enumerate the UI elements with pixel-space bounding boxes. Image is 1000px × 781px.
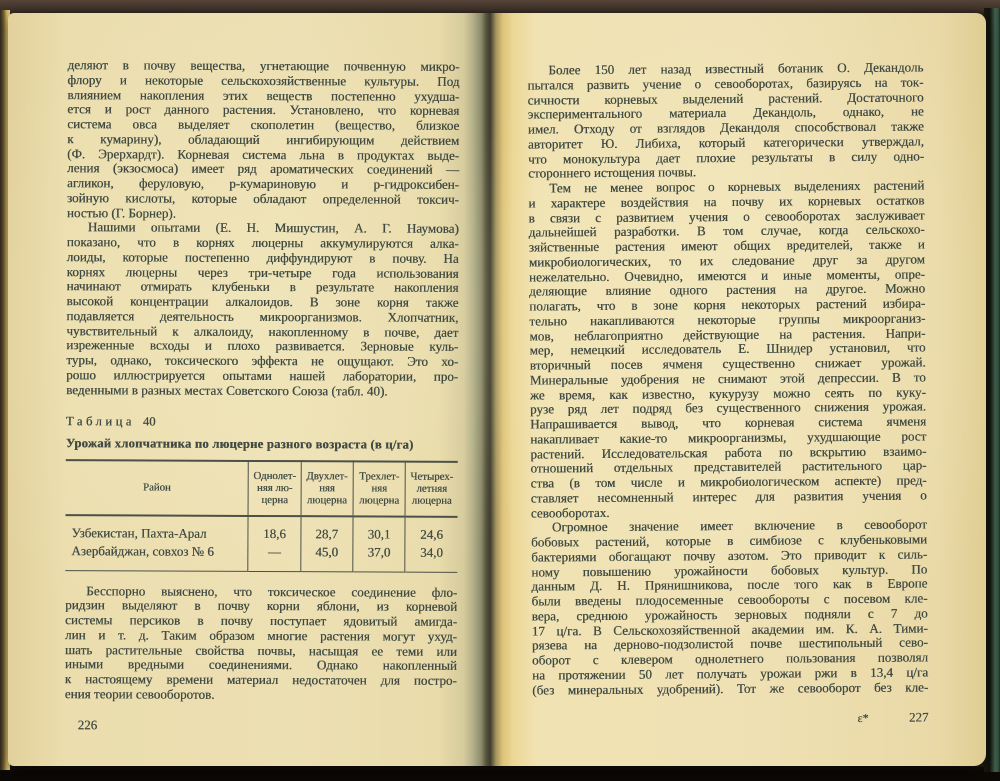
text-line: Более 150 лет назад известный ботаник О. Декандоль — [548, 59, 924, 78]
text-line: высокой концентрации алкалоидов. В зоне корня также — [66, 293, 459, 310]
book-cover-right-edge — [984, 8, 1000, 772]
text-line: дальнейшей разработки. В том случае, когда сельскохо- — [528, 221, 925, 240]
region-cell: Азербайджан, совхоз № 6 — [71, 543, 214, 559]
text-line: подавляется деятельность микроорганизмов. Хлопчатник, — [66, 307, 459, 325]
text-line: оборот с клевером однолетнего пользования позволял — [531, 649, 929, 668]
text-line: деляющие влияние одного растения на другое. Можно — [529, 280, 926, 299]
text-line: флору и некоторые сельскохозяйственные культуры. Под — [67, 71, 460, 89]
col-header-region: Район — [66, 460, 249, 516]
paragraph — [65, 584, 458, 704]
page-number-left: 226 — [77, 717, 98, 733]
value-cell: 34,0 — [405, 544, 457, 572]
col-header: Двухлет- няя люцерна — [301, 461, 354, 516]
text-line: мер, немецкий исследователь Е. Шнидер установил, что — [529, 339, 926, 358]
value-cell: — — [248, 543, 300, 571]
text-line: растений. Исследовательская работа по вскрытию взаимо- — [530, 442, 927, 462]
text-line: вера, среднюю урожайность зерновых подняли с 7 до — [531, 605, 928, 624]
text-line: отношений отдельных представителей растительного цар- — [530, 457, 927, 476]
text-line: мов, неблагоприятно действующие на растения. Напри- — [529, 324, 926, 344]
text-line: влиянием накопления этих веществ постепенно ухудша- — [67, 86, 460, 104]
text-line: Тем не менее вопрос о корневых выделениях растений — [549, 177, 925, 196]
text-line: накапливает какие-то микроорганизмы, ухудшающие рост — [530, 428, 927, 447]
table-label-number: 40 — [142, 414, 156, 429]
text-line: ному повышению урожайности бобовых культур. По — [531, 560, 928, 580]
text-line: Огромное значение имеет включение в севооборот — [551, 516, 927, 535]
value-cell: 24,6 — [405, 516, 457, 544]
text-line: веденными в разных местах Советского Союза (табл. 40). — [66, 381, 388, 399]
text-line: деляют в почву вещества, угнетающие почвенную микро- — [67, 57, 460, 74]
text-line: же время, как известно, кукурузу можно сеять по куку- — [529, 383, 926, 403]
page-number-right: 227 — [908, 709, 929, 725]
text-line: тельно накапливаются некоторые группы микроорганиз- — [529, 310, 926, 329]
text-line: данным Д. Н. Прянишникова, после того как в Европе — [531, 575, 928, 594]
text-line: нежелательно. Очевидно, имеются и иные моменты, опре- — [528, 265, 926, 285]
text-line: показано, что в корнях люцерны аккумулируются алка- — [66, 234, 459, 251]
table-label-word: Таблица — [65, 414, 135, 429]
text-line: ридзин выделяют в почву корни яблони, из корневой — [65, 597, 458, 615]
open-book-spread — [8, 13, 986, 766]
text-line: чувствительный к алкалоиду, накопленному в почве, дает — [66, 322, 459, 340]
table-row — [65, 515, 457, 544]
text-line: начинают отмирать клубеньки в результате накопления — [66, 278, 459, 296]
paragraph — [66, 220, 459, 399]
text-line: ставляет несомненный интерес для развития учения о — [530, 487, 927, 506]
text-line: иными вредными соединениями. Однако накопленный — [64, 656, 457, 674]
text-line: стороннего истощения почвы. — [528, 164, 697, 181]
text-line: полагать, что в зоне корня некоторых растений избира- — [529, 295, 926, 314]
right-page-text — [527, 60, 928, 697]
text-line: система овса выделяет скополетин (вещество, близкое — [67, 116, 460, 133]
col-header: Трехлет- няя люцерна — [353, 461, 406, 516]
value-cell: 30,1 — [353, 516, 405, 544]
left-page-top-text — [66, 58, 459, 399]
text-line: агликон, феруловую, р-кумариновую и р-гидроксибен- — [66, 175, 460, 192]
text-line: ления (экзосмоса) имеет ряд ароматических соединений — — [67, 160, 460, 178]
region-cell: Узбекистан, Пахта-Арал — [71, 524, 207, 541]
text-line: к настоящему времени материал недостаточен для постро- — [64, 671, 457, 688]
text-line: изреженные всходы и плохо развивается. Зерновые куль- — [66, 337, 459, 355]
text-line: в связи с развитием учения о севооборотах заслуживает — [528, 206, 925, 226]
text-line: Нашими опытами (Е. Н. Мишустин, А. Г. Наумова) — [87, 219, 459, 237]
text-line: ения теории севооборотов. — [64, 686, 215, 702]
text-line: туры, однако, токсического эффекта не ощущают. Это хо- — [66, 352, 459, 369]
text-line: вторичный посев ячменя существенно снижает урожай. — [529, 354, 926, 373]
text-line: бобовых растений, которые в симбиозе с клубеньковыми — [530, 531, 928, 550]
left-page — [64, 58, 459, 760]
text-line: экспериментального материала Декандоль, однако, не — [527, 103, 924, 122]
table-caption: Урожай хлопчатника по люцерне разного возраста (в ц/га) — [65, 436, 414, 452]
text-line: корнях люцерны через три-четыре года использования — [66, 263, 459, 281]
text-line: ется и рост данного растения. Установлено, что корневая — [67, 101, 460, 119]
text-line: были введены плодосеменные севообороты с посевом кле- — [531, 590, 928, 609]
signature-mark: ε* — [857, 710, 869, 725]
cotton-yield-table — [65, 459, 457, 573]
text-line: что монокультура дает плохие результаты в силу одно- — [527, 147, 925, 167]
text-line: Минеральные удобрения не снимают этой депрессии. В то — [529, 369, 926, 388]
paragraph — [67, 58, 460, 222]
text-line: пытался развить учение о севооборотах, базируясь на ток- — [527, 74, 924, 93]
text-line: Бесспорно выяснено, что токсическое соединение фло- — [86, 582, 458, 600]
col-header: Четырех- летняя люцерна — [405, 461, 458, 516]
table-row — [65, 542, 457, 572]
value-cell: 18,6 — [248, 516, 300, 544]
paragraph — [528, 178, 927, 520]
left-page-bottom-text — [65, 584, 458, 704]
text-line: ностью (Г. Борнер). — [66, 204, 176, 221]
text-line: лоиды, которые постепенно диффундируют в почву. На — [66, 248, 459, 266]
paragraph — [531, 518, 928, 698]
text-line: микробиологических, то их следование друг за другом — [528, 251, 925, 270]
text-line: зойную кислоты, которые обладают определенной токсич- — [66, 189, 459, 207]
value-cell: 28,7 — [301, 516, 353, 544]
value-cell: 45,0 — [300, 543, 352, 571]
text-line: на протяжении 50 лет получать урожаи ржи в 13,4 ц/га — [532, 664, 929, 683]
text-line: зяйственные растения имеют общих вредителей, также и — [528, 236, 925, 255]
text-line: системы персиков в почву поступает ядовитый амигда- — [65, 612, 458, 629]
text-line: севооборотах. — [530, 504, 610, 521]
text-line: лин и т. д. Таким образом многие растения могут ухуд- — [64, 627, 458, 644]
text-line: рошо иллюстрируется опытами нашей лаборатории, про- — [66, 366, 459, 384]
text-line: к кумарину), обладающий ингибирующим действием — [67, 130, 460, 148]
text-line: шать растительные свойства почвы, насыщая ее теми или — [64, 641, 457, 659]
text-line: рузе ряд лет подряд без существенного снижения урожая. — [529, 398, 927, 417]
text-line: рязева на дерново-подзолистой почве шестипольный сево- — [531, 634, 928, 653]
col-header: Однолет- няя лю- церна — [248, 461, 301, 516]
text-line: 17 ц/га. В Сельскохозяйственной академии им. К. А. Тими- — [531, 619, 928, 639]
right-page-footer — [532, 710, 928, 729]
text-line: (без минеральных удобрений). Тот же севооборот без кле- — [532, 678, 929, 698]
text-line: (Ф. Эрерхардт). Корневая система льна в продуктах выде- — [67, 145, 460, 163]
table-label — [66, 414, 458, 430]
text-line: ства (в том числе и микробиологическом аспекте) пред- — [530, 472, 927, 491]
text-line: имел. Отходу от взглядов Декандоля способствовал также — [527, 118, 924, 137]
text-line: Напрашивается вывод, что корневая система ячменя — [530, 413, 927, 432]
text-line: сичности корневых выделений растений. Достаточного — [527, 88, 924, 108]
right-page — [527, 60, 928, 753]
text-line: авторитет Ю. Либиха, который категорически утверждал, — [527, 133, 924, 152]
text-line: бактериями обогащают почву азотом. Это приводит к силь- — [531, 546, 928, 565]
text-line: и характере воздействия на почву их корневых остатков — [528, 192, 925, 211]
value-cell: 37,0 — [353, 544, 405, 572]
table-header-row — [66, 460, 458, 517]
paragraph — [527, 60, 924, 181]
